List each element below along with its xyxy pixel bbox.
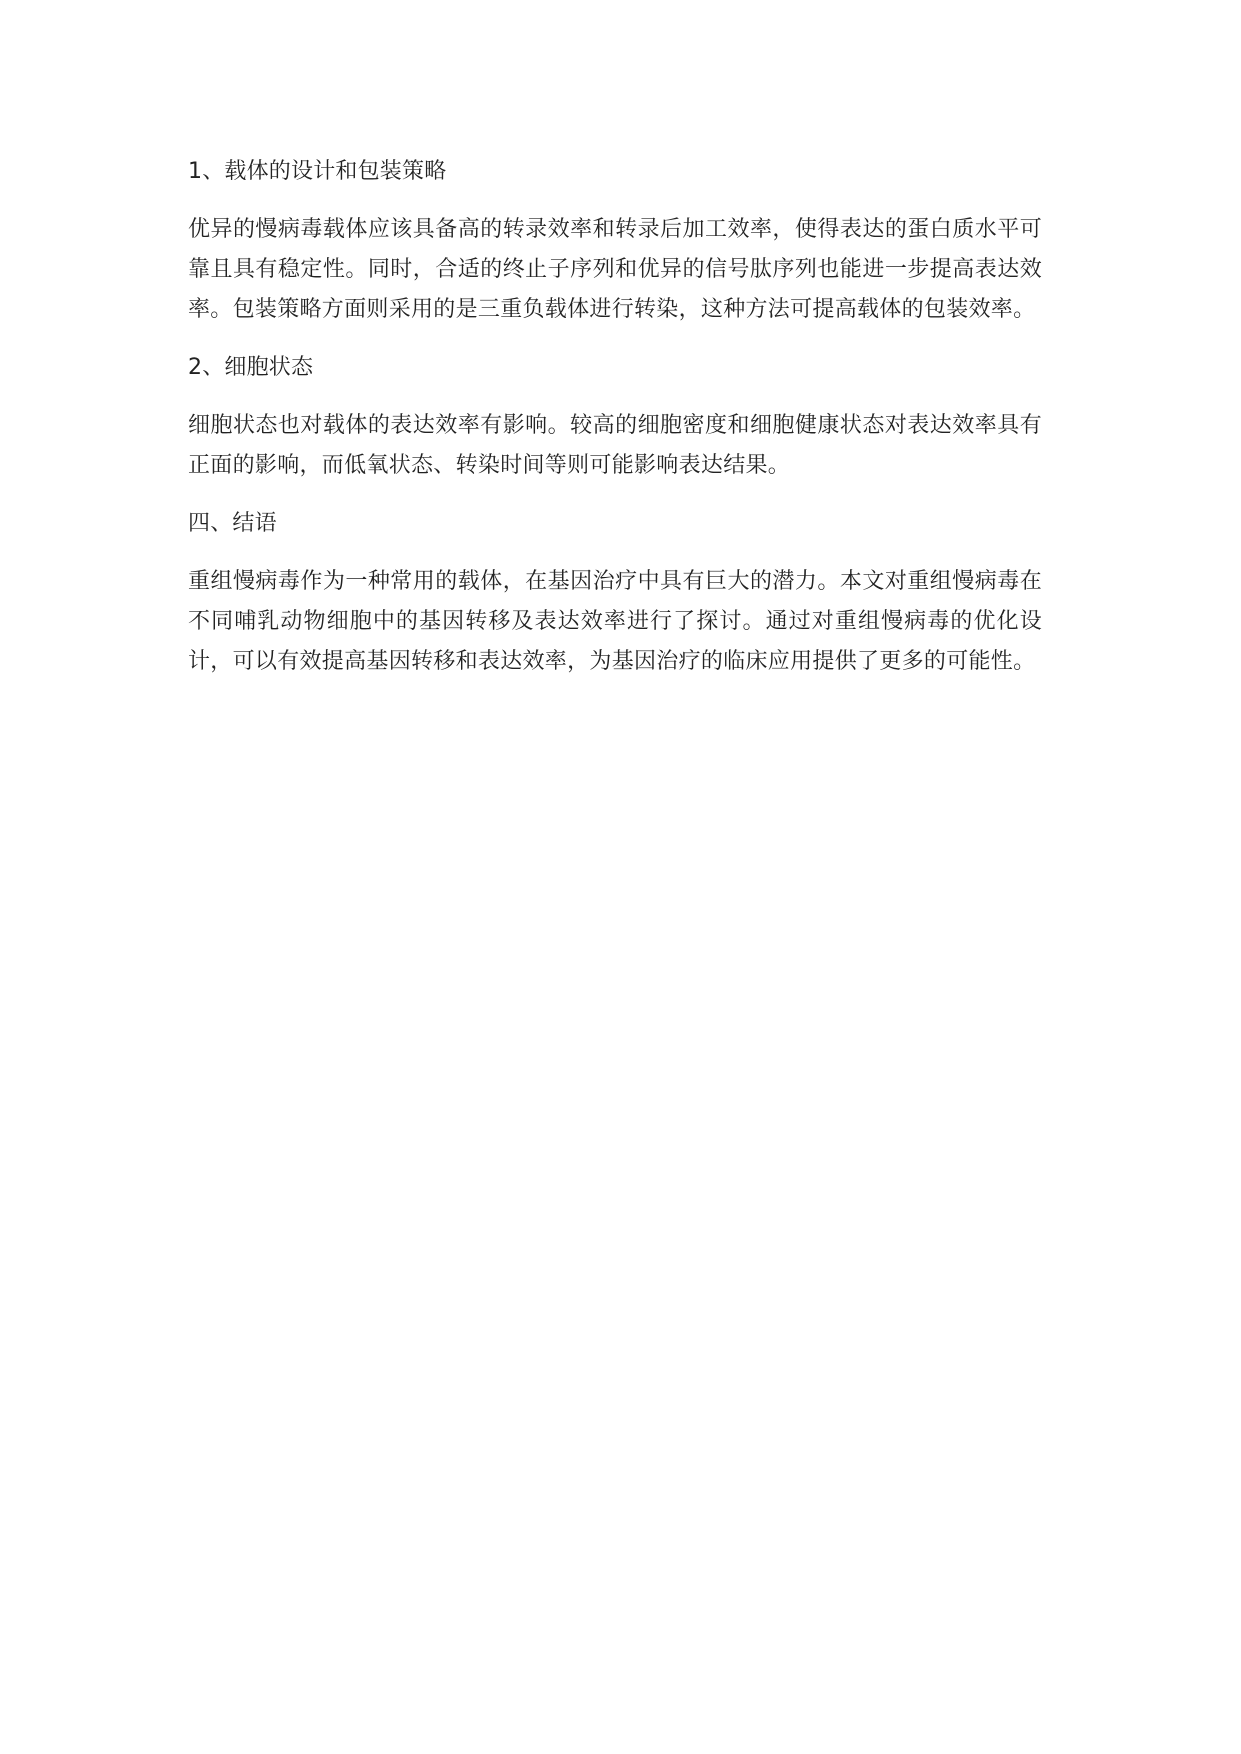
section-heading: 四、结语 [188, 511, 277, 536]
section-cell-state [188, 348, 1042, 486]
section-paragraph: 重组慢病毒作为一种常用的载体，在基因治疗中具有巨大的潜力。本文对重组慢病毒在不同哺乳动物细胞中的基因转移及表达效率进行了探讨。通过对重组慢病毒的优化设计，可以有效提高基因转移和表达效率，为基因治疗的临床应用提供了更多的可能性。 [188, 569, 1042, 674]
section-heading: 1、载体的设计和包装策略 [188, 159, 447, 184]
section-conclusion [188, 504, 1042, 682]
section-vector-design [188, 152, 1042, 330]
document-page [188, 152, 1042, 700]
section-paragraph: 优异的慢病毒载体应该具备高的转录效率和转录后加工效率，使得表达的蛋白质水平可靠且具有稳定性。同时，合适的终止子序列和优异的信号肽序列也能进一步提高表达效率。包装策略方面则采用的是三重负载体进行转染，这种方法可提高载体的包装效率。 [188, 217, 1042, 322]
section-paragraph: 细胞状态也对载体的表达效率有影响。较高的细胞密度和细胞健康状态对表达效率具有正面的影响，而低氧状态、转染时间等则可能影响表达结果。 [188, 413, 1042, 478]
section-heading: 2、细胞状态 [188, 355, 314, 380]
